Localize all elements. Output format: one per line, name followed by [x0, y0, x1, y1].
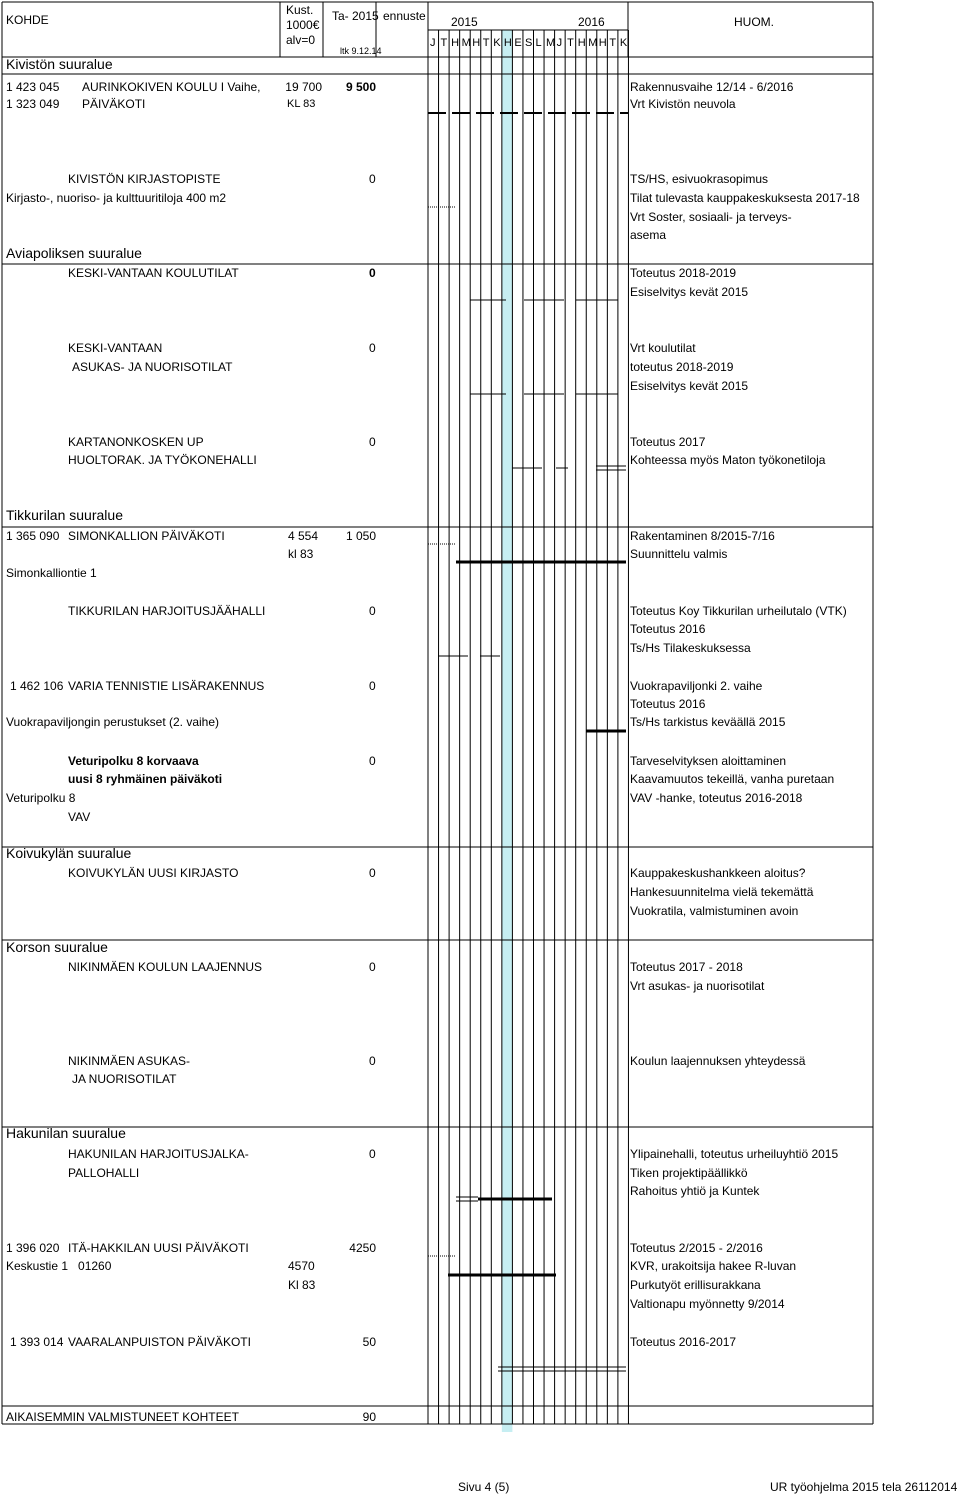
row-name: ASUKAS- JA NUORISOTILAT: [72, 360, 233, 374]
row-sub: Simonkalliontie 1: [6, 566, 97, 580]
row-name: KARTANONKOSKEN UP: [68, 435, 204, 449]
month-label: T: [609, 37, 617, 49]
row-note: Kohteessa myös Maton työkonetiloja: [630, 453, 826, 467]
row-name: KOIVUKYLÄN UUSI KIRJASTO: [68, 866, 239, 880]
month-label: H: [577, 37, 586, 49]
row-note: Toteutus 2018-2019: [630, 266, 737, 280]
row-kust: 19 700: [285, 80, 322, 94]
row-name: HAKUNILAN HARJOITUSJALKA-: [68, 1147, 249, 1161]
month-label: T: [440, 37, 448, 49]
row-ta: 90: [362, 1410, 376, 1424]
row-note: Kauppakeskushankkeen aloitus?: [630, 866, 806, 880]
header-ennuste: ennuste: [383, 9, 426, 23]
row-ta: 0: [369, 435, 376, 449]
month-label: J: [556, 37, 563, 49]
section-koivukyla: Koivukylän suuralue: [6, 845, 132, 861]
month-label: T: [567, 37, 574, 49]
row-note: Rakentaminen 8/2015-7/16: [630, 529, 775, 543]
row-sub: Keskustie 1 01260: [6, 1259, 112, 1273]
row-name: ITÄ-HAKKILAN UUSI PÄIVÄKOTI: [68, 1241, 249, 1255]
row-note: Esiselvitys kevät 2015: [630, 379, 749, 393]
row-note: Rakennusvaihe 12/14 - 6/2016: [630, 80, 794, 94]
row-name: KIVISTÖN KIRJASTOPISTE: [68, 172, 221, 186]
row-note: Suunnittelu valmis: [630, 547, 728, 561]
row-note: Ts/Hs Tilakeskuksessa: [630, 641, 751, 655]
row-ta: 0: [369, 679, 376, 693]
row-note: Valtionapu myönnetty 9/2014: [630, 1297, 785, 1311]
month-label: H: [451, 37, 460, 49]
row-ta: 4250: [349, 1241, 376, 1255]
row-name: PALLOHALLI: [68, 1166, 140, 1180]
header-kust-unit: 1000€: [286, 18, 320, 32]
row-name: VAARALANPUISTON PÄIVÄKOTI: [68, 1335, 251, 1349]
row-code: 1 396 020: [6, 1241, 60, 1255]
row-note: Kaavamuutos tekeillä, vanha puretaan: [630, 772, 835, 786]
row-kust: KL 83: [287, 98, 316, 110]
row-kust: Kl 83: [288, 1278, 316, 1292]
month-label: L: [535, 37, 542, 49]
header-kohde: KOHDE: [6, 13, 49, 27]
row-note: Koulun laajennuksen yhteydessä: [630, 1054, 806, 1068]
row-ta: 50: [362, 1335, 376, 1349]
row-code: 1 423 045: [6, 80, 60, 94]
row-note: Vuokrapaviljonki 2. vaihe: [630, 679, 763, 693]
month-label: S: [524, 37, 533, 49]
row-sub: Kirjasto-, nuoriso- ja kulttuuritiloja 400 m2: [6, 191, 227, 205]
row-ta: 0: [369, 341, 376, 355]
row-note: Toteutus 2017: [630, 435, 706, 449]
row-ta: 0: [369, 1147, 376, 1161]
row-name: Veturipolku 8 korvaava: [68, 754, 199, 768]
row-note: Toteutus 2017 - 2018: [630, 960, 743, 974]
row-name: uusi 8 ryhmäinen päiväkoti: [68, 772, 223, 786]
row-ta: 0: [369, 266, 376, 280]
row-name: PÄIVÄKOTI: [82, 97, 146, 111]
row-note: Toteutus 2016: [630, 697, 706, 711]
row-name: JA NUORISOTILAT: [72, 1072, 177, 1086]
row-ta: 0: [369, 1054, 376, 1068]
row-note: Ts/Hs tarkistus keväällä 2015: [630, 715, 786, 729]
row-name: VARIA TENNISTIE LISÄRAKENNUS: [68, 679, 265, 693]
row-kust: 4 554: [287, 529, 318, 543]
section-hakunila: Hakunilan suuralue: [6, 1125, 126, 1141]
section-tikkurila: Tikkurilan suuralue: [6, 507, 123, 523]
current-month-column: [502, 30, 513, 1432]
row-note: Vrt koulutilat: [630, 341, 696, 355]
row-note: Purkutyöt erillisurakkana: [630, 1278, 761, 1292]
row-note: Toteutus 2016: [630, 622, 706, 636]
row-ta: 0: [369, 172, 376, 186]
row-kust: kl 83: [288, 547, 314, 561]
month-label: H: [503, 37, 512, 49]
month-label: M: [461, 37, 471, 49]
row-ta: 9 500: [345, 80, 376, 94]
row-note: TS/HS, esivuokrasopimus: [630, 172, 769, 186]
row-note: asema: [630, 228, 667, 242]
header-kust-alv: alv=0: [286, 33, 316, 47]
month-label: H: [598, 37, 607, 49]
row-name: KESKI-VANTAAN KOULUTILAT: [68, 266, 239, 280]
header-ta: Ta- 2015: [332, 9, 379, 23]
row-note: Hankesuunnitelma vielä tekemättä: [630, 885, 814, 899]
row-ta: 0: [369, 960, 376, 974]
row-note: Vrt Soster, sosiaali- ja terveys-: [630, 210, 792, 224]
header-year-2015: 2015: [451, 15, 478, 29]
footer-doc: UR työohjelma 2015 tela 26112014: [770, 1480, 958, 1494]
row-name: SIMONKALLION PÄIVÄKOTI: [68, 529, 225, 543]
row-note: Toteutus 2016-2017: [630, 1335, 737, 1349]
month-label: K: [619, 37, 628, 49]
row-note: Toteutus Koy Tikkurilan urheilutalo (VTK): [630, 604, 847, 618]
row-name: NIKINMÄEN ASUKAS-: [68, 1054, 191, 1068]
header-ltk: ltk 9.12.14: [340, 46, 382, 56]
row-code: 1 323 049: [6, 97, 60, 111]
header-kust: Kust.: [286, 3, 314, 17]
row-kust: 4570: [288, 1259, 315, 1273]
month-label: M: [588, 37, 598, 49]
month-label: H: [472, 37, 481, 49]
row-note: Tarveselvityksen aloittaminen: [630, 754, 787, 768]
month-label: J: [430, 37, 436, 49]
row-note: Esiselvitys kevät 2015: [630, 285, 749, 299]
section-kivisto: Kivistön suuralue: [6, 56, 113, 72]
row-note: Ylipainehalli, toteutus urheiluyhtiö 2015: [630, 1147, 839, 1161]
row-ta: 0: [369, 866, 376, 880]
row-name: TIKKURILAN HARJOITUSJÄÄHALLI: [68, 604, 266, 618]
row-note: toteutus 2018-2019: [630, 360, 734, 374]
row-note: VAV -hanke, toteutus 2016-2018: [630, 791, 803, 805]
row-note: Vrt Kivistön neuvola: [630, 97, 736, 111]
row-note: Toteutus 2/2015 - 2/2016: [630, 1241, 763, 1255]
row-ta: 0: [369, 604, 376, 618]
row-name: AURINKOKIVEN KOULU I Vaihe,: [82, 80, 261, 94]
row-code: 1 365 090: [6, 529, 60, 543]
row-note: Tilat tulevasta kauppakeskuksesta 2017-18: [630, 191, 860, 205]
row-ta: 1 050: [345, 529, 376, 543]
month-label: E: [514, 37, 522, 49]
header-year-2016: 2016: [578, 15, 605, 29]
row-code: 1 393 014: [10, 1335, 64, 1349]
row-name: HUOLTORAK. JA TYÖKONEHALLI: [68, 453, 257, 467]
section-korso: Korson suuralue: [6, 939, 108, 955]
row-ta: 0: [369, 754, 376, 768]
row-note: Tiken projektipäällikkö: [630, 1166, 748, 1180]
row-name: AIKAISEMMIN VALMISTUNEET KOHTEET: [6, 1410, 239, 1424]
header-huom: HUOM.: [734, 15, 774, 29]
row-code: 1 462 106: [10, 679, 64, 693]
month-label: K: [493, 37, 501, 49]
footer-page: Sivu 4 (5): [458, 1480, 510, 1494]
row-name: KESKI-VANTAAN: [68, 341, 163, 355]
row-note: Vrt asukas- ja nuorisotilat: [630, 979, 765, 993]
row-note: KVR, urakoitsija hakee R-luvan: [630, 1259, 797, 1273]
row-sub: Vuokrapaviljongin perustukset (2. vaihe): [6, 715, 220, 729]
month-label: M: [546, 37, 556, 49]
row-note: Vuokratila, valmistuminen avoin: [630, 904, 799, 918]
row-name: NIKINMÄEN KOULUN LAAJENNUS: [68, 960, 263, 974]
row-sub: VAV: [68, 810, 91, 824]
row-sub: Veturipolku 8: [6, 791, 76, 805]
row-note: Rahoitus yhtiö ja Kuntek: [630, 1184, 760, 1198]
month-label: T: [482, 37, 490, 49]
section-aviapolis: Aviapoliksen suuralue: [6, 245, 142, 261]
